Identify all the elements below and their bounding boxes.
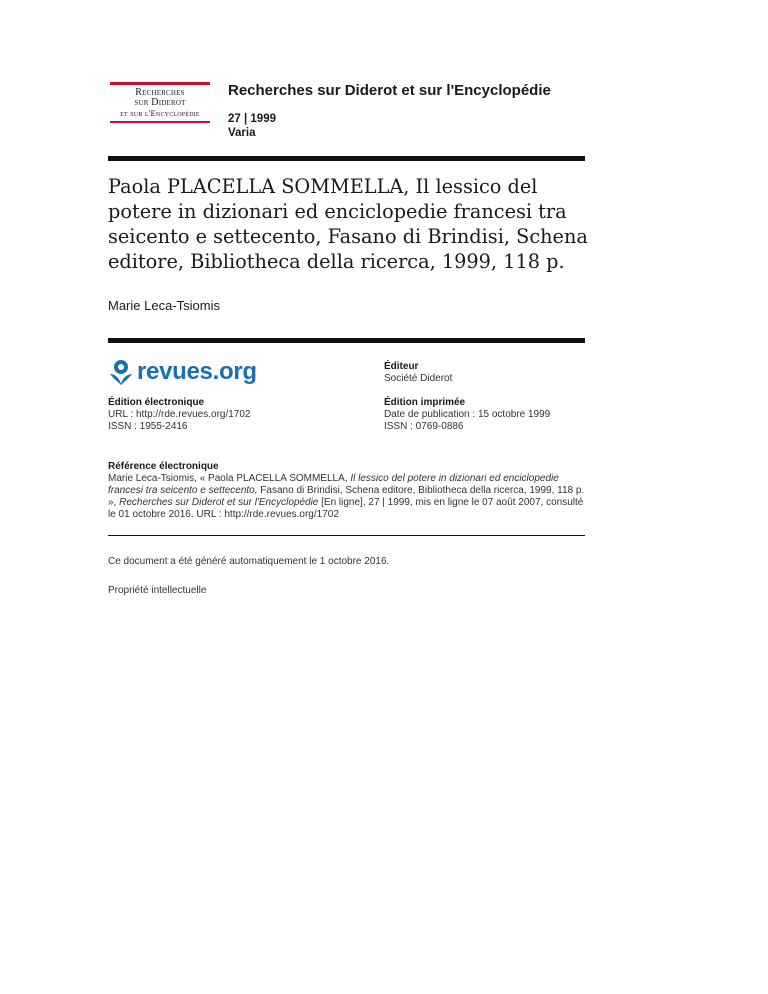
- issue-info: [228, 112, 276, 140]
- edition-electronique-issn: ISSN : 1955-2416: [108, 421, 188, 432]
- reference-text: [108, 473, 588, 521]
- edition-electronique-url[interactable]: URL : http://rde.revues.org/1702: [108, 409, 251, 420]
- revues-org-wordmark: revues.org: [137, 358, 257, 385]
- issue-number[interactable]: 27 | 1999: [228, 113, 276, 125]
- edition-electronique-block: [108, 397, 251, 433]
- reference-italic-journal: Recherches sur Diderot et sur l'Encyclopédie: [119, 497, 319, 508]
- editeur-block: [384, 361, 452, 385]
- reference-part-3[interactable]: [En ligne], 27 | 1999, mis en ligne le 07 août 2007, consulté le 01 octobre 2016. URL : http://rde.revues.org/1702: [108, 497, 584, 520]
- reference-electronique: [108, 461, 588, 521]
- journal-logo: [110, 82, 210, 123]
- reference-divider: [108, 535, 585, 536]
- generated-note: Ce document a été généré automatiquement le 1 octobre 2016.: [108, 556, 390, 567]
- reference-part-1: Marie Leca-Tsiomis, « Paola PLACELLA SOMMELLA,: [108, 473, 351, 484]
- reference-part-2: Fasano di Brindisi, Schena editore, Bibliotheca della ricerca, 1999, 118 p. »,: [108, 485, 585, 508]
- edition-imprimee-date: Date de publication : 15 octobre 1999: [384, 409, 551, 420]
- edition-imprimee-label: Édition imprimée: [384, 397, 466, 408]
- propriete-intellectuelle: Propriété intellectuelle: [108, 585, 207, 596]
- article-author: Marie Leca-Tsiomis: [108, 298, 220, 313]
- revues-org-logo[interactable]: [108, 358, 257, 386]
- logo-line-1: Recherches: [135, 87, 185, 98]
- journal-title[interactable]: Recherches sur Diderot et sur l'Encyclopédie: [228, 82, 551, 99]
- revues-org-flower-icon: [108, 358, 134, 386]
- edition-electronique-label: Édition électronique: [108, 397, 205, 408]
- reference-label: Référence électronique: [108, 461, 219, 472]
- edition-imprimee-issn: ISSN : 0769-0886: [384, 421, 464, 432]
- editeur-label: Éditeur: [384, 361, 419, 372]
- article-title: Paola PLACELLA SOMMELLA, Il lessico del potere in dizionari ed enciclopedie francesi tra seicento e settecento, Fasano di Brindisi, Schena editore, Bibliotheca della ricerca, 1999, 118 p.: [108, 175, 588, 273]
- logo-line-2: sur Diderot: [134, 97, 186, 108]
- author-divider: [108, 338, 585, 343]
- header-divider: [108, 156, 585, 161]
- logo-line-3: et sur l'Encyclopédie: [120, 108, 200, 118]
- edition-imprimee-block: [384, 397, 550, 433]
- logo-text: [110, 85, 210, 121]
- logo-bottom-bar: [110, 121, 210, 123]
- editeur-name: Société Diderot: [384, 373, 453, 384]
- issue-section: Varia: [228, 127, 256, 139]
- reference-italic-title: Il lessico del potere in dizionari ed enciclopedie francesi tra seicento e settecento,: [108, 473, 559, 496]
